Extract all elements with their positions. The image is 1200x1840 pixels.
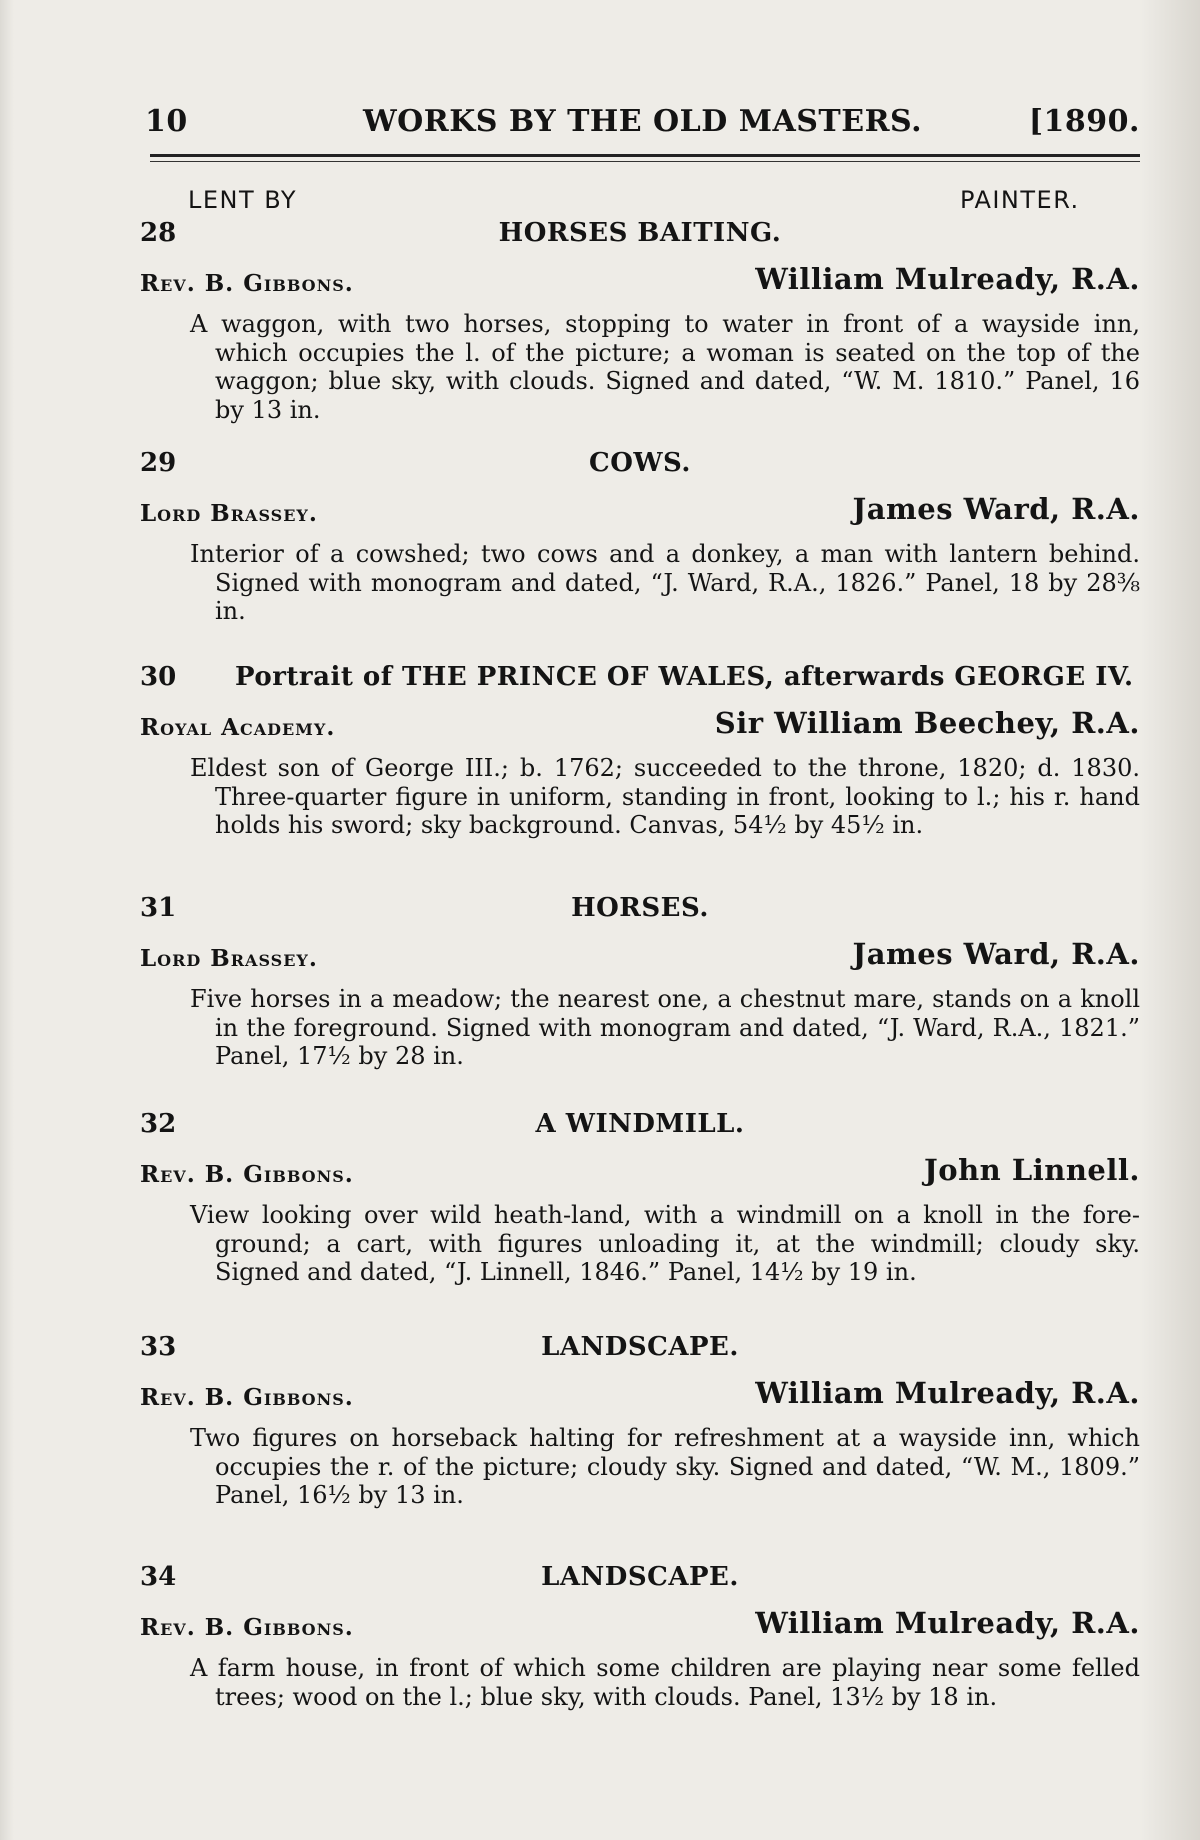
page-title: WORKS BY THE OLD MASTERS. (362, 104, 923, 139)
entry-title: LANDSCAPE. (541, 1562, 739, 1592)
entry-title: A WINDMILL. (535, 1109, 745, 1139)
entry-description: View looking over wild heath-land, with a windmill on a knoll in the fore-ground; a cart, with figures unloading it, at the windmill; cloudy sky. Signed and dated, “J. Linnell, 1846.” Panel, 14½ by 19 in. (190, 1201, 1140, 1286)
entry-description: Eldest son of George III.; b. 1762; succeeded to the throne, 1820; d. 1830. Three-quarter figure in uniform, standing in front, looking to l.; his r. hand holds his sword; sky background. Canvas, 54½ by 45½ in. (190, 754, 1140, 839)
entry-number: 31 (140, 893, 177, 923)
entry-title: HORSES. (571, 893, 709, 923)
entry-lender: Lord Brassey. (140, 500, 318, 527)
entry-lender: Rev. B. Gibbons. (140, 1614, 354, 1641)
entry-lender: Royal Academy. (140, 714, 336, 741)
entry-lender: Lord Brassey. (140, 945, 318, 972)
entry-description: A farm house, in front of which some children are playing near some felled trees; wood on the l.; blue sky, with clouds. Panel, 13½ by 18 in. (190, 1654, 1140, 1711)
entry-painter: Sir William Beechey, R.A. (714, 706, 1140, 740)
entry-lender: Rev. B. Gibbons. (140, 1384, 354, 1411)
entry-title: COWS. (589, 448, 691, 478)
entry-number: 34 (140, 1562, 177, 1592)
entry-painter: William Mulready, R.A. (755, 262, 1140, 296)
entry-description: A waggon, with two horses, stopping to water in front of a wayside inn, which occupies the l. of the picture; a woman is seated on the top of the waggon; blue sky, with clouds. Signed and dated, “W. M. 1810.” Panel, 16 by 13 in. (190, 310, 1140, 424)
header-rule-thin (150, 161, 1140, 162)
entry-painter: James Ward, R.A. (852, 937, 1140, 971)
entry-painter: James Ward, R.A. (852, 492, 1140, 526)
entry-number: 30 (140, 662, 177, 692)
entry-painter: William Mulready, R.A. (755, 1606, 1140, 1640)
entry-title: HORSES BAITING. (498, 218, 782, 248)
entry-number: 28 (140, 218, 177, 248)
entry-number: 33 (140, 1332, 177, 1362)
entry-title: Portrait of THE PRINCE OF WALES, afterwards GEORGE IV. (235, 662, 1134, 692)
page-number: 10 (145, 104, 188, 139)
entry-painter: John Linnell. (924, 1153, 1140, 1187)
running-header (145, 104, 1140, 144)
entry-lender: Rev. B. Gibbons. (140, 1161, 354, 1188)
entry-title: LANDSCAPE. (541, 1332, 739, 1362)
entry-lender: Rev. B. Gibbons. (140, 270, 354, 297)
column-heading-painter: PAINTER. (960, 186, 1080, 214)
entry-painter: William Mulready, R.A. (755, 1376, 1140, 1410)
header-rule-thick (150, 154, 1140, 157)
column-heading-lent-by: LENT BY (188, 186, 298, 214)
entry-description: Five horses in a meadow; the nearest one, a chestnut mare, stands on a knoll in the foreground. Signed with monogram and dated, “J. Ward, R.A., 1821.” Panel, 17½ by 28 in. (190, 985, 1140, 1070)
entry-number: 32 (140, 1109, 177, 1139)
entry-number: 29 (140, 448, 177, 478)
header-year: [1890. (1028, 104, 1140, 139)
entry-description: Two figures on horseback halting for refreshment at a wayside inn, which occupies the r. of the picture; cloudy sky. Signed and dated, “W. M., 1809.” Panel, 16½ by 13 in. (190, 1424, 1140, 1509)
entry-description: Interior of a cowshed; two cows and a donkey, a man with lantern behind. Signed with monogram and dated, “J. Ward, R.A., 1826.” Panel, 18 by 28⅜ in. (190, 540, 1140, 625)
